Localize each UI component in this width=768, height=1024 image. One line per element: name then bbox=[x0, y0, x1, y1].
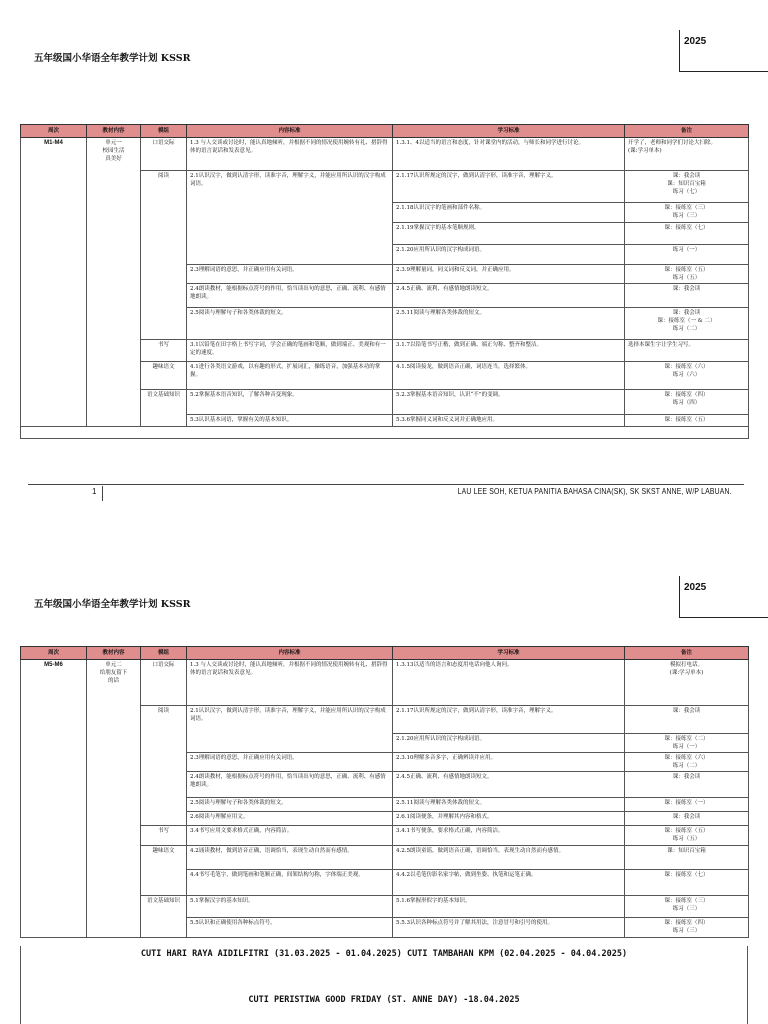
learning-standard-cell: 3.4.1书写便条，要求格式正确，内容简洁。 bbox=[393, 826, 625, 846]
table-header-row bbox=[21, 125, 749, 138]
page-2 bbox=[0, 540, 768, 1024]
learning-standard-cell: 2.5.11阅读与理解各类体裁的短文。 bbox=[393, 798, 625, 812]
content-standard-cell: 2.4朗读教材，能根据标点符号的作用，恰当读出句的意思，正确、流利、有感情地朗读。 bbox=[187, 772, 393, 798]
page-number: 1 bbox=[92, 487, 97, 496]
notes-cell: 课：接练室（七） bbox=[625, 223, 749, 245]
table-row bbox=[21, 660, 749, 706]
content-standard-cell: 2.3理解词语的意思，并正确应用有关词语。 bbox=[187, 753, 393, 772]
notes-cell: 课：接练室（四） 练习（三） bbox=[625, 918, 749, 938]
table-header-row bbox=[21, 647, 749, 660]
learning-standard-cell: 2.3.10理解多音多字，正确辨读并应用。 bbox=[393, 753, 625, 772]
header-module: 模组 bbox=[141, 647, 187, 660]
module-cell: 趣味语文 bbox=[141, 362, 187, 390]
document-title: 五年级国小华语全年教学计划 KSSR bbox=[34, 53, 191, 64]
learning-standard-cell: 4.4.2以毛笔仿影名家字帖，做到坐姿、执笔和运笔正确。 bbox=[393, 870, 625, 896]
header-unit: 教材内容 bbox=[87, 125, 141, 138]
header-learning-standard: 学习标准 bbox=[393, 125, 625, 138]
notes-cell: 课：知识百宝箱 bbox=[625, 846, 749, 870]
content-standard-cell: 2.1认识汉字，做到认清字形，读准字音，理解字义，并能应用所认识的汉字构成词语。 bbox=[187, 706, 393, 753]
footer-author: LAU LEE SOH, KETUA PANITIA BAHASA CINA(SK), SK SKST ANNE, W/P LABUAN. bbox=[457, 487, 732, 496]
table-row bbox=[21, 427, 749, 439]
page-footer bbox=[28, 484, 744, 500]
content-standard-cell: 2.4朗读教材，能根据标点符号的作用，恰当读出句的意思，正确、流利、有感情地朗读。 bbox=[187, 284, 393, 308]
holiday-notice bbox=[20, 946, 748, 1024]
content-standard-cell: 2.3理解词语的意思，并正确应用有关词语。 bbox=[187, 265, 393, 284]
notes-cell: 课：我会读 课：接练室（一 & 二） 练习（二） bbox=[625, 308, 749, 340]
notes-cell: 选择本课生字让学生习写。 bbox=[625, 340, 749, 362]
learning-standard-cell: 5.2.3掌握基本语音知识，认识“不”的变调。 bbox=[393, 390, 625, 415]
content-standard-cell: 5.1掌握汉字的基本知识。 bbox=[187, 896, 393, 918]
content-standard-cell: 5.3认识基本词语，掌握有关的基本知识。 bbox=[187, 415, 393, 427]
notes-cell: 课：我会读 bbox=[625, 812, 749, 826]
year-label: 2025 bbox=[679, 576, 768, 618]
module-cell: 书写 bbox=[141, 826, 187, 846]
header-content-standard: 内容标准 bbox=[187, 647, 393, 660]
content-standard-cell: 3.1以铅笔在田字格上书写字词，学会正确的笔画和笔顺，做到端正、美观和有一定的速度。 bbox=[187, 340, 393, 362]
notes-cell: 课：接练室（五） 练习（五） bbox=[625, 826, 749, 846]
lesson-plan-table bbox=[20, 124, 749, 439]
content-standard-cell: 2.5阅读与理解句子和各类体裁的短文。 bbox=[187, 798, 393, 812]
notes-cell: 课：接练室（二） 练习（一） bbox=[625, 734, 749, 753]
content-standard-cell: 5.2掌握基本语音知识，了解各种音变现象。 bbox=[187, 390, 393, 415]
notes-cell: 课：接练室（六） 练习（六） bbox=[625, 362, 749, 390]
content-standard-cell: 4.2诵读教材，做到语音正确，语调恰当，表现生动自然而有感情。 bbox=[187, 846, 393, 870]
learning-standard-cell: 4.2.5朗读童谣，做到语音正确，语调恰当，表现生动自然而有感情。 bbox=[393, 846, 625, 870]
notes-cell: 课：接练室（三） 练习（三） bbox=[625, 203, 749, 223]
table-row bbox=[21, 138, 749, 171]
learning-standard-cell: 2.1.19掌握汉字的基本笔顺规则。 bbox=[393, 223, 625, 245]
notes-cell: 课：接练室（七） bbox=[625, 870, 749, 896]
notes-cell: 课：我会读 bbox=[625, 284, 749, 308]
learning-standard-cell: 2.4.5正确、流利、有感情地朗读短文。 bbox=[393, 284, 625, 308]
footer-divider bbox=[102, 486, 103, 501]
document-title: 五年级国小华语全年教学计划 KSSR bbox=[34, 599, 191, 610]
notes-cell: 课：我会读 bbox=[625, 772, 749, 798]
content-standard-cell: 1.3 与人交谈或讨论时，能认真地倾听，并根据不同的情况使用婉转有礼、措辞得体的语言说话和发表意见。 bbox=[187, 138, 393, 171]
week-cell: M1-M4 bbox=[21, 138, 87, 427]
header-notes: 备注 bbox=[625, 125, 749, 138]
learning-standard-cell: 2.4.5正确、流利、有感情地朗读短文。 bbox=[393, 772, 625, 798]
header-week: 周次 bbox=[21, 125, 87, 138]
unit-cell: 单元一 校园生活 真美好 bbox=[87, 138, 141, 427]
notes-cell: 课：接练室（三） 练习（三） bbox=[625, 896, 749, 918]
learning-standard-cell: 2.1.17认识所规定的汉字，做到认清字形，读准字音，理解字义。 bbox=[393, 171, 625, 203]
header-module: 模组 bbox=[141, 125, 187, 138]
learning-standard-cell: 3.1.7以铅笔书写正楷，做到正确、端正匀称、整齐和整洁。 bbox=[393, 340, 625, 362]
notes-cell: 课：我会读 bbox=[625, 706, 749, 734]
content-standard-cell: 2.6阅读与理解应用文。 bbox=[187, 812, 393, 826]
content-standard-cell: 1.3 与人交谈或讨论时，能认真地倾听，并根据不同的情况使用婉转有礼、措辞得体的语言说话和发表意见。 bbox=[187, 660, 393, 706]
learning-standard-cell: 5.5.3认识各种标点符号并了解其用法，注意冒号和引号的使用。 bbox=[393, 918, 625, 938]
content-standard-cell: 3.4书写应用文要求格式正确，内容简洁。 bbox=[187, 826, 393, 846]
header-week: 周次 bbox=[21, 647, 87, 660]
module-cell: 语文基础知识 bbox=[141, 390, 187, 427]
notes-cell: 课：接练室（五） bbox=[625, 415, 749, 427]
learning-standard-cell: 2.1.20应用所认识的汉字构成词语。 bbox=[393, 245, 625, 265]
content-standard-cell: 4.4书写毛笔字，做到笔画和笔顺正确，间架结构匀称，字体端正美观。 bbox=[187, 870, 393, 896]
notes-cell: 课：我会读 课：知识百宝箱 练习（七） bbox=[625, 171, 749, 203]
module-cell: 书写 bbox=[141, 340, 187, 362]
page-1 bbox=[0, 0, 768, 510]
content-standard-cell: 5.5认识和正确使用各种标点符号。 bbox=[187, 918, 393, 938]
notes-cell: 课：接练室（五） 练习（五） bbox=[625, 265, 749, 284]
header-unit: 教材内容 bbox=[87, 647, 141, 660]
learning-standard-cell: 1.3.1、4以适当的语言和态度，针对课堂内的活动，与师长和同学进行讨论。 bbox=[393, 138, 625, 171]
content-standard-cell: 2.5阅读与理解句子和各类体裁的短文。 bbox=[187, 308, 393, 340]
holiday-raya-text: CUTI HARI RAYA AIDILFITRI (31.03.2025 - 01.04.2025) CUTI TAMBAHAN KPM (02.04.2025 - 04.04.2025) bbox=[140, 949, 628, 959]
notes-cell: 模拟打电话。 (课:学习单本) bbox=[625, 660, 749, 706]
notes-cell: 课：接练室（六） 练习（二） bbox=[625, 753, 749, 772]
module-cell: 语文基础知识 bbox=[141, 896, 187, 938]
learning-standard-cell: 2.5.11阅读与理解各类体裁的短文。 bbox=[393, 308, 625, 340]
notes-cell: 练习（一） bbox=[625, 245, 749, 265]
learning-standard-cell: 2.3.9理解量词，同义词和反义词，并正确应用。 bbox=[393, 265, 625, 284]
notes-cell: 课：接练室（一） bbox=[625, 798, 749, 812]
module-cell: 趣味语文 bbox=[141, 846, 187, 896]
header-notes: 备注 bbox=[625, 647, 749, 660]
content-standard-cell: 4.1进行各类语文游戏，以有趣的形式，扩展词汇，操练语音，加强基本功的掌握。 bbox=[187, 362, 393, 390]
module-cell: 阅读 bbox=[141, 171, 187, 340]
holiday-good-friday-text: CUTI PERISTIWA GOOD FRIDAY (ST. ANNE DAY) -18.04.2025 bbox=[248, 995, 520, 1005]
notes-cell: 课：接练室（四） 练习（四） bbox=[625, 390, 749, 415]
learning-standard-cell: 4.1.5阅读接龙，做到语音正确，词语连当，选择繁体。 bbox=[393, 362, 625, 390]
week-cell: M5-M6 bbox=[21, 660, 87, 938]
learning-standard-cell: 2.6.1阅读便条，并理解其内容和格式。 bbox=[393, 812, 625, 826]
module-cell: 口语交际 bbox=[141, 660, 187, 706]
header-content-standard: 内容标准 bbox=[187, 125, 393, 138]
unit-cell: 单元二 给朋友留下 的话 bbox=[87, 660, 141, 938]
module-cell: 阅读 bbox=[141, 706, 187, 826]
year-label: 2025 bbox=[679, 30, 768, 72]
lesson-plan-table bbox=[20, 646, 749, 938]
learning-standard-cell: 1.3.13以适当的语言和态度用电话向他人询问。 bbox=[393, 660, 625, 706]
header-learning-standard: 学习标准 bbox=[393, 647, 625, 660]
learning-standard-cell: 2.1.17认识所规定的汉字，做到认清字形，读准字音，理解字义。 bbox=[393, 706, 625, 734]
learning-standard-cell: 2.1.18认识汉字的笔画和部件名称。 bbox=[393, 203, 625, 223]
learning-standard-cell: 5.1.6掌握形似字的基本知识。 bbox=[393, 896, 625, 918]
learning-standard-cell: 2.1.20应用所认识的汉字构成词语。 bbox=[393, 734, 625, 753]
blank-cell bbox=[21, 427, 749, 439]
notes-cell: 开学了，老师和同学们讨论大扫除。 (课:学习单本) bbox=[625, 138, 749, 171]
module-cell: 口语交际 bbox=[141, 138, 187, 171]
content-standard-cell: 2.1认识汉字，做到认清字形，读准字音，理解字义，并能应用所认识的汉字构成词语。 bbox=[187, 171, 393, 265]
learning-standard-cell: 5.3.6掌握同义词和反义词并正确地应用。 bbox=[393, 415, 625, 427]
